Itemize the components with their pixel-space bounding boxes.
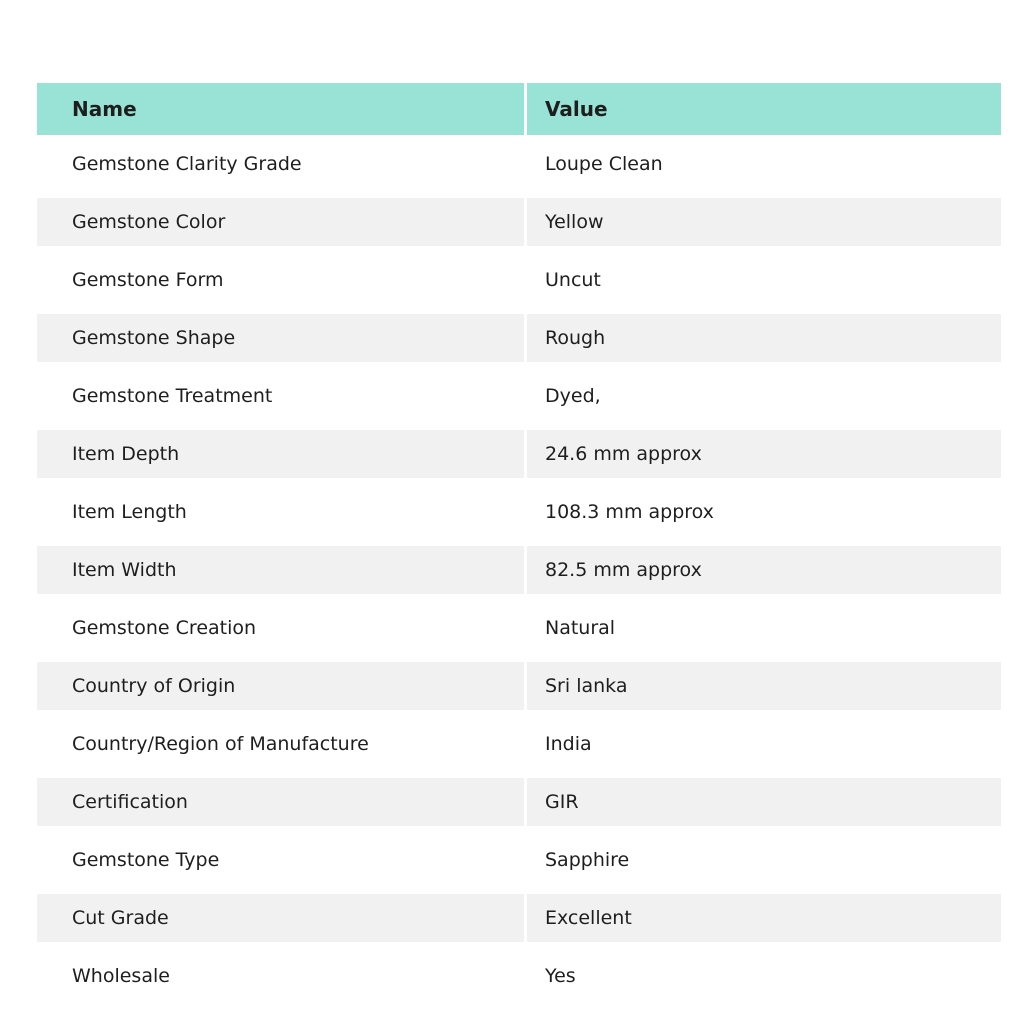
value-cell: India [524, 715, 1001, 773]
name-cell: Gemstone Clarity Grade [72, 152, 302, 175]
table-row [37, 657, 1001, 715]
table-row [37, 309, 1001, 367]
value-cell: Uncut [524, 251, 1001, 309]
table-row [37, 541, 1001, 599]
name-cell: Country/Region of Manufacture [72, 732, 369, 755]
name-cell: Gemstone Creation [72, 616, 257, 639]
table-row [37, 251, 1001, 309]
value-cell: Yes [524, 947, 1001, 1005]
value-cell: Sri lanka [524, 662, 1001, 710]
table-row [37, 367, 1001, 425]
value-cell: 82.5 mm approx [524, 546, 1001, 594]
table-header-row [37, 83, 1001, 135]
value-cell: Natural [524, 599, 1001, 657]
value-cell: Excellent [524, 894, 1001, 942]
table-row [37, 773, 1001, 831]
name-cell: Country of Origin [37, 662, 524, 710]
value-cell: Dyed, [524, 367, 1001, 425]
header-name: Name [37, 83, 524, 135]
name-cell: Cut Grade [37, 894, 524, 942]
name-cell: Gemstone Form [72, 268, 224, 291]
table-row [37, 715, 1001, 773]
name-cell: Certification [37, 778, 524, 826]
table-row [37, 135, 1001, 193]
value-cell: Yellow [524, 198, 1001, 246]
name-cell: Wholesale [72, 964, 170, 987]
name-cell: Gemstone Color [37, 198, 524, 246]
table-row [37, 599, 1001, 657]
table-row [37, 889, 1001, 947]
table-row [37, 425, 1001, 483]
table-row [37, 831, 1001, 889]
name-cell: Item Depth [37, 430, 524, 478]
value-cell: GIR [524, 778, 1001, 826]
header-value: Value [524, 83, 1001, 135]
value-cell: 24.6 mm approx [524, 430, 1001, 478]
table-row [37, 483, 1001, 541]
name-cell: Gemstone Shape [37, 314, 524, 362]
item-specifics-table [37, 83, 1001, 1005]
table-row [37, 193, 1001, 251]
name-cell: Gemstone Treatment [72, 384, 273, 407]
value-cell: Sapphire [524, 831, 1001, 889]
value-cell: Loupe Clean [524, 135, 1001, 193]
name-cell: Item Length [72, 500, 187, 523]
name-cell: Gemstone Type [72, 848, 220, 871]
name-cell: Item Width [37, 546, 524, 594]
value-cell: Rough [524, 314, 1001, 362]
table-row [37, 947, 1001, 1005]
value-cell: 108.3 mm approx [524, 483, 1001, 541]
